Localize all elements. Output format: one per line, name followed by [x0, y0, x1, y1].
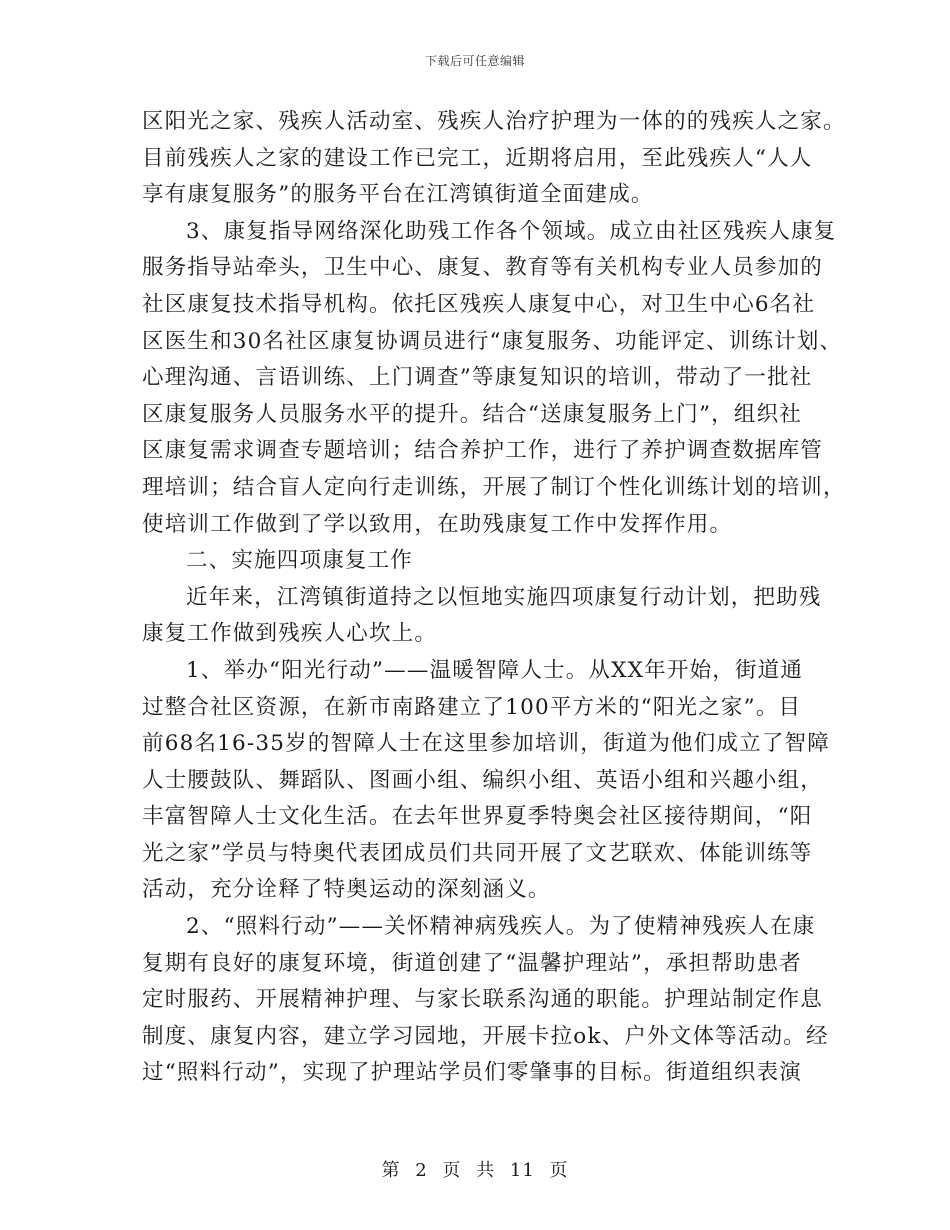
text-line: 过整合社区资源，在新市南路建立了100平方米的“阳光之家”。目	[142, 694, 802, 720]
text-line: 定时服药、开展精神护理、与家长联系沟通的职能。护理站制定作息	[142, 987, 824, 1013]
footer-total-label: 共	[476, 1160, 496, 1181]
text-line: 区康复服务人员服务水平的提升。结合“送康复服务上门”，组织社	[142, 401, 802, 427]
page-footer	[0, 1156, 950, 1182]
text-line: 1、举办“阳光行动”——温暖智障人士。从XX年开始，街道通	[186, 657, 804, 683]
footer-page-label: 页	[442, 1160, 462, 1181]
text-line: 区康复需求调查专题培训；结合养护工作，进行了养护调查数据库管	[142, 438, 824, 464]
text-line: 理培训；结合盲人定向行走训练，开展了制订个性化训练计划的培训，	[142, 474, 846, 500]
text-line: 二、实施四项康复工作	[186, 548, 414, 574]
text-line: 活动，充分诠释了特奥运动的深刻涵义。	[142, 877, 551, 903]
text-line: 过“照料行动”，实现了护理站学员们零肇事的目标。街道组织表演	[142, 1060, 802, 1086]
footer-total-pages: 11	[509, 1160, 535, 1181]
text-line: 社区康复技术指导机构。依托区残疾人康复中心，对卫生中心6名社	[142, 291, 816, 317]
footer-page-number: 2	[415, 1160, 428, 1181]
header-note: 下载后可任意编辑	[424, 54, 525, 68]
text-line: 制度、康复内容，建立学习园地，开展卡拉ok、户外文体等活动。经	[142, 1023, 829, 1049]
document-body	[142, 104, 846, 1092]
footer-prefix: 第	[381, 1160, 401, 1181]
text-line: 使培训工作做到了学以致用，在助残康复工作中发挥作用。	[142, 511, 733, 537]
text-line: 2、“照料行动”——关怀精神病残疾人。为了使精神残疾人在康	[186, 914, 816, 940]
text-line: 3、康复指导网络深化助残工作各个领域。成立由社区残疾人康复	[186, 218, 837, 244]
text-line: 服务指导站牵头，卫生中心、康复、教育等有关机构专业人员参加的	[142, 255, 824, 281]
text-line: 区医生和30名社区康复协调员进行“康复服务、功能评定、训练计划、	[142, 328, 843, 354]
text-line: 光之家”学员与特奥代表团成员们共同开展了文艺联欢、体能训练等	[142, 840, 813, 866]
footer-suffix: 页	[549, 1160, 569, 1181]
text-line: 康复工作做到残疾人心坎上。	[142, 621, 438, 647]
text-line: 享有康复服务”的服务平台在江湾镇街道全面建成。	[142, 182, 654, 208]
text-line: 复期有良好的康复环境，街道创建了“温馨护理站”，承担帮助患者	[142, 950, 802, 976]
text-line: 区阳光之家、残疾人活动室、残疾人治疗护理为一体的的残疾人之家。	[142, 109, 846, 134]
text-line: 人士腰鼓队、舞蹈队、图画小组、编织小组、英语小组和兴趣小组，	[142, 767, 824, 793]
text-line: 前68名16-35岁的智障人士在这里参加培训，街道为他们成立了智障	[142, 731, 830, 757]
text-line: 心理沟通、言语训练、上门调查”等康复知识的培训，带动了一批社	[142, 365, 813, 391]
text-line: 近年来，江湾镇街道持之以恒地实施四项康复行动计划，把助残	[186, 584, 822, 610]
text-line: 丰富智障人士文化生活。在去年世界夏季特奥会社区接待期间，“阳	[142, 804, 813, 830]
text-line: 目前残疾人之家的建设工作已完工，近期将启用，至此残疾人“人人	[142, 145, 813, 171]
